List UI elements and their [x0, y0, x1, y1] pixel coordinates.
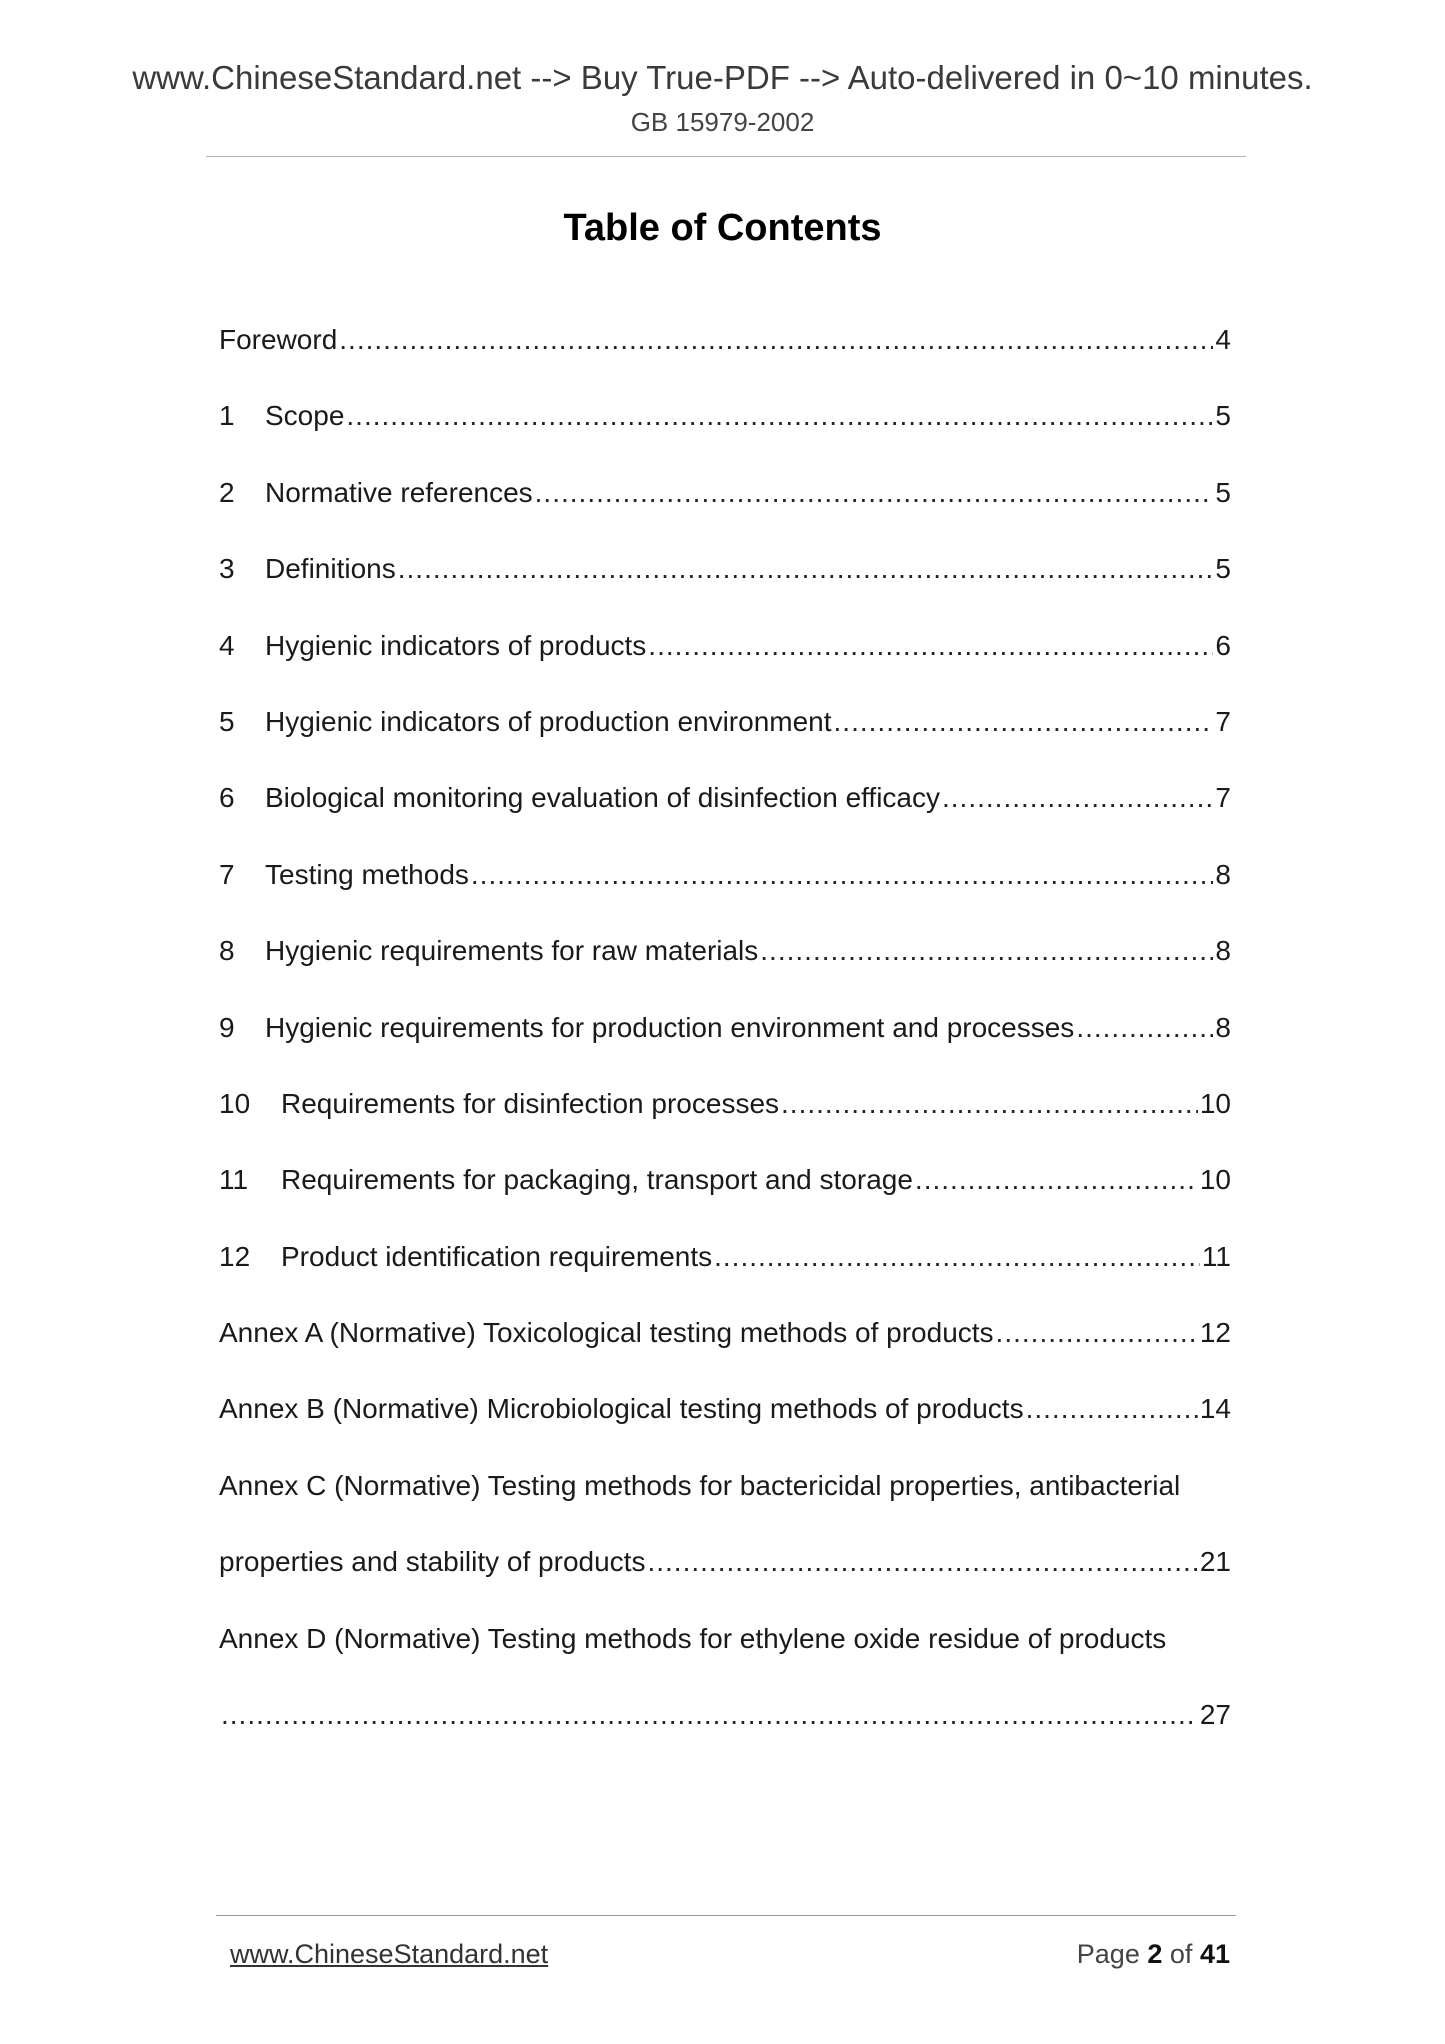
toc-section-number: 1: [219, 400, 235, 432]
toc-section-number: 2: [219, 476, 235, 508]
dot-leader: [647, 1537, 1197, 1587]
toc-entry-text: Definitions: [265, 553, 396, 585]
toc-entry-normative-references[interactable]: [219, 468, 1231, 544]
toc-section-number: 5: [219, 705, 235, 737]
toc-page-number: 8: [1215, 1011, 1231, 1043]
toc-entry-text: Biological monitoring evaluation of disinfection efficacy: [265, 782, 940, 814]
toc-entry-annex-d-continued[interactable]: [219, 1690, 1231, 1766]
standard-code: GB 15979-2002: [630, 107, 815, 137]
toc-entry-annex-a[interactable]: [219, 1308, 1231, 1384]
toc-entry-hygienic-indicators-products[interactable]: [219, 621, 1231, 697]
toc-entry-production-processes[interactable]: [219, 1003, 1231, 1079]
dot-leader: [915, 1155, 1198, 1205]
toc-page-number: 5: [1215, 553, 1231, 585]
dot-leader: [535, 468, 1214, 518]
toc-entry-scope[interactable]: [219, 391, 1231, 467]
footer-divider: [216, 1915, 1236, 1916]
toc-page-number: 5: [1215, 400, 1231, 432]
total-page-count: 41: [1199, 1939, 1230, 1969]
toc-entry-text: Testing methods: [265, 858, 469, 890]
toc-page-number: 11: [1201, 1240, 1231, 1272]
toc-entry-hygienic-indicators-environment[interactable]: [219, 697, 1231, 773]
toc-section-number: 3: [219, 553, 235, 585]
toc-section-number: 4: [219, 629, 235, 661]
toc-entry-biological-monitoring[interactable]: [219, 773, 1231, 849]
toc-entry-text: Requirements for packaging, transport and storage: [281, 1164, 913, 1196]
toc-section-number: 12: [219, 1240, 251, 1272]
toc-entry-text: properties and stability of products: [219, 1546, 646, 1578]
toc-entry-text: Requirements for disinfection processes: [281, 1087, 780, 1119]
toc-entry-text: Scope: [265, 400, 345, 432]
toc-entry-annex-d[interactable]: [219, 1614, 1231, 1690]
dot-leader: [942, 773, 1213, 823]
toc-page-number: 27: [1199, 1699, 1231, 1731]
toc-entry-text: Hygienic requirements for raw materials: [265, 935, 759, 967]
dot-leader: [996, 1308, 1198, 1358]
toc-page-number: 10: [1199, 1087, 1231, 1119]
toc-page-number: 14: [1199, 1393, 1231, 1425]
toc-page-number: 21: [1199, 1546, 1231, 1578]
toc-page-number: 12: [1199, 1317, 1231, 1349]
toc-entry-definitions[interactable]: [219, 544, 1231, 620]
dot-leader: [398, 544, 1214, 594]
toc-entry-text: Normative references: [265, 476, 533, 508]
dot-leader: [714, 1232, 1200, 1282]
table-of-contents: [219, 315, 1231, 1766]
toc-entry-text: Hygienic indicators of products: [265, 629, 647, 661]
toc-section-number: 10: [219, 1087, 251, 1119]
dot-leader: [781, 1079, 1198, 1129]
toc-page-number: 4: [1215, 324, 1231, 355]
toc-section-number: 11: [219, 1164, 249, 1196]
toc-entry-product-identification[interactable]: [219, 1232, 1231, 1308]
toc-entry-raw-materials[interactable]: [219, 926, 1231, 1002]
toc-entry-text: Annex D (Normative) Testing methods for ethylene oxide residue of products: [219, 1622, 1167, 1654]
toc-section-number: 6: [219, 782, 235, 814]
dot-leader: [834, 697, 1214, 747]
toc-page-number: 8: [1215, 858, 1231, 890]
header-banner: www.ChineseStandard.net --> Buy True-PDF --> Auto-delivered in 0~10 minutes.: [132, 59, 1313, 96]
page-label: Page: [1076, 1939, 1140, 1969]
dot-leader: [339, 315, 1213, 365]
toc-entry-text: Foreword: [219, 324, 338, 355]
toc-entry-annex-c[interactable]: [219, 1461, 1231, 1537]
toc-entry-disinfection-processes[interactable]: [219, 1079, 1231, 1155]
toc-entry-text: Annex C (Normative) Testing methods for bactericidal properties, antibacterial: [219, 1469, 1181, 1501]
toc-entry-text: Product identification requirements: [281, 1240, 713, 1272]
dot-leader: [1076, 1003, 1213, 1053]
toc-entry-foreword[interactable]: [219, 315, 1231, 391]
dot-leader: [760, 926, 1213, 976]
header-divider: [206, 156, 1246, 157]
toc-section-number: 7: [219, 858, 235, 890]
footer-site-link[interactable]: www.ChineseStandard.net: [230, 1939, 549, 1969]
dot-leader: [1026, 1384, 1198, 1434]
toc-page-number: 5: [1215, 476, 1231, 508]
toc-entry-text: Annex A (Normative) Toxicological testing methods of products: [219, 1317, 994, 1349]
toc-page-number: 6: [1215, 629, 1231, 661]
dot-leader: [471, 850, 1214, 900]
toc-entry-text: Hygienic indicators of production environment: [265, 705, 832, 737]
toc-section-number: 8: [219, 935, 235, 967]
toc-entry-text: Annex B (Normative) Microbiological testing methods of products: [219, 1393, 1024, 1425]
page-of-label: of: [1169, 1939, 1193, 1969]
toc-page-number: 7: [1215, 705, 1231, 737]
toc-page-number: 8: [1215, 935, 1231, 967]
dot-leader: [648, 621, 1213, 671]
current-page-number: 2: [1147, 1939, 1163, 1969]
dot-leader: [221, 1690, 1198, 1740]
dot-leader: [346, 391, 1213, 441]
toc-entry-packaging-transport[interactable]: [219, 1155, 1231, 1231]
toc-entry-annex-c-continued[interactable]: [219, 1537, 1231, 1613]
toc-page-number: 7: [1215, 782, 1231, 814]
toc-entry-text: Hygienic requirements for production environment and processes: [265, 1011, 1075, 1043]
toc-entry-annex-b[interactable]: [219, 1384, 1231, 1460]
toc-page-number: 10: [1199, 1164, 1231, 1196]
page-indicator: [1077, 1936, 1230, 1972]
page-title: Table of Contents: [563, 207, 882, 249]
toc-section-number: 9: [219, 1011, 235, 1043]
toc-entry-testing-methods[interactable]: [219, 850, 1231, 926]
